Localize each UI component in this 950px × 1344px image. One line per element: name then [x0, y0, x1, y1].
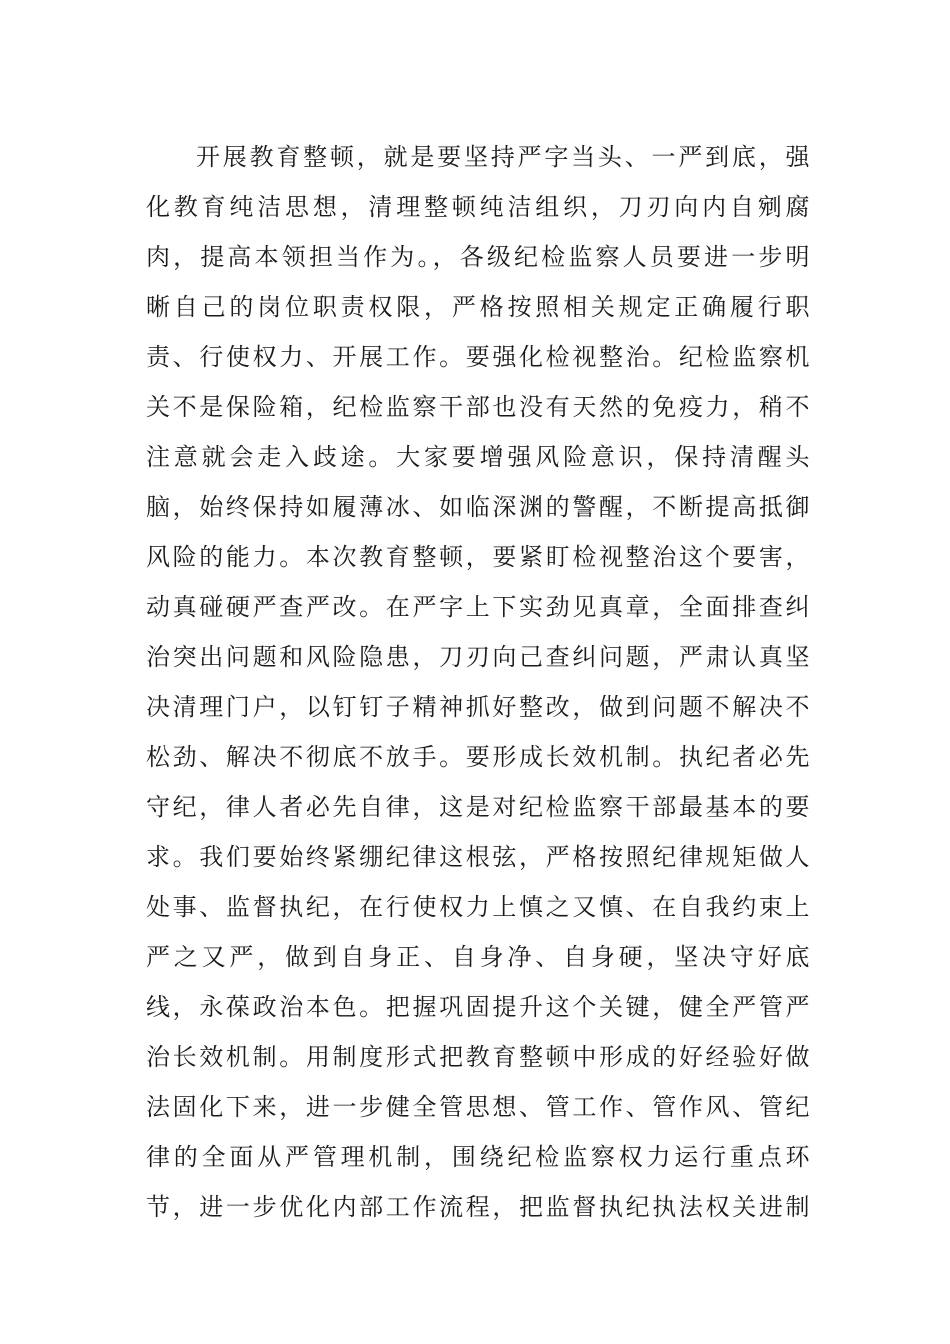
text-line-11: 治突出问题和风险隐患，刀刃向己查纠问题，严肃认真坚	[146, 643, 811, 671]
text-line-18: 线，永葆政治本色。把握巩固提升这个关键，健全严管严	[146, 993, 811, 1021]
text-line-12: 决清理门户，以钉钉子精神抓好整改，做到问题不解决不	[146, 693, 811, 721]
text-line-4: 晰自己的岗位职责权限，严格按照相关规定正确履行职	[146, 293, 811, 321]
text-line-6: 关不是保险箱，纪检监察干部也没有天然的免疫力，稍不	[146, 393, 811, 421]
text-line-13: 松劲、解决不彻底不放手。要形成长效机制。执纪者必先	[146, 743, 811, 771]
text-line-15: 求。我们要始终紧绷纪律这根弦，严格按照纪律规矩做人	[146, 843, 811, 871]
text-line-10: 动真碰硬严查严改。在严字上下实劲见真章，全面排查纠	[146, 593, 811, 621]
text-line-3: 肉，提高本领担当作为。，各级纪检监察人员要进一步明	[146, 243, 811, 271]
text-line-7: 注意就会走入歧途。大家要增强风险意识，保持清醒头	[146, 443, 811, 471]
text-line-9: 风险的能力。本次教育整顿，要紧盯检视整治这个要害，	[146, 543, 811, 571]
text-line-22: 节，进一步优化内部工作流程，把监督执纪执法权关进制	[146, 1193, 811, 1221]
text-line-5: 责、行使权力、开展工作。要强化检视整治。纪检监察机	[146, 343, 811, 371]
text-line-19: 治长效机制。用制度形式把教育整顿中形成的好经验好做	[146, 1043, 811, 1071]
text-line-21: 律的全面从严管理机制，围绕纪检监察权力运行重点环	[146, 1143, 811, 1171]
document-body	[146, 132, 811, 1232]
text-line-14: 守纪，律人者必先自律，这是对纪检监察干部最基本的要	[146, 793, 811, 821]
text-line-2: 化教育纯洁思想，清理整顿纯洁组织，刀刃向内自剜腐	[146, 193, 811, 221]
text-line-16: 处事、监督执纪，在行使权力上慎之又慎、在自我约束上	[146, 893, 811, 921]
text-line-1: 开展教育整顿，就是要坚持严字当头、一严到底，强	[196, 143, 811, 171]
text-line-20: 法固化下来，进一步健全管思想、管工作、管作风、管纪	[146, 1093, 811, 1121]
text-line-17: 严之又严，做到自身正、自身净、自身硬，坚决守好底	[146, 943, 811, 971]
text-line-8: 脑，始终保持如履薄冰、如临深渊的警醒，不断提高抵御	[146, 493, 811, 521]
